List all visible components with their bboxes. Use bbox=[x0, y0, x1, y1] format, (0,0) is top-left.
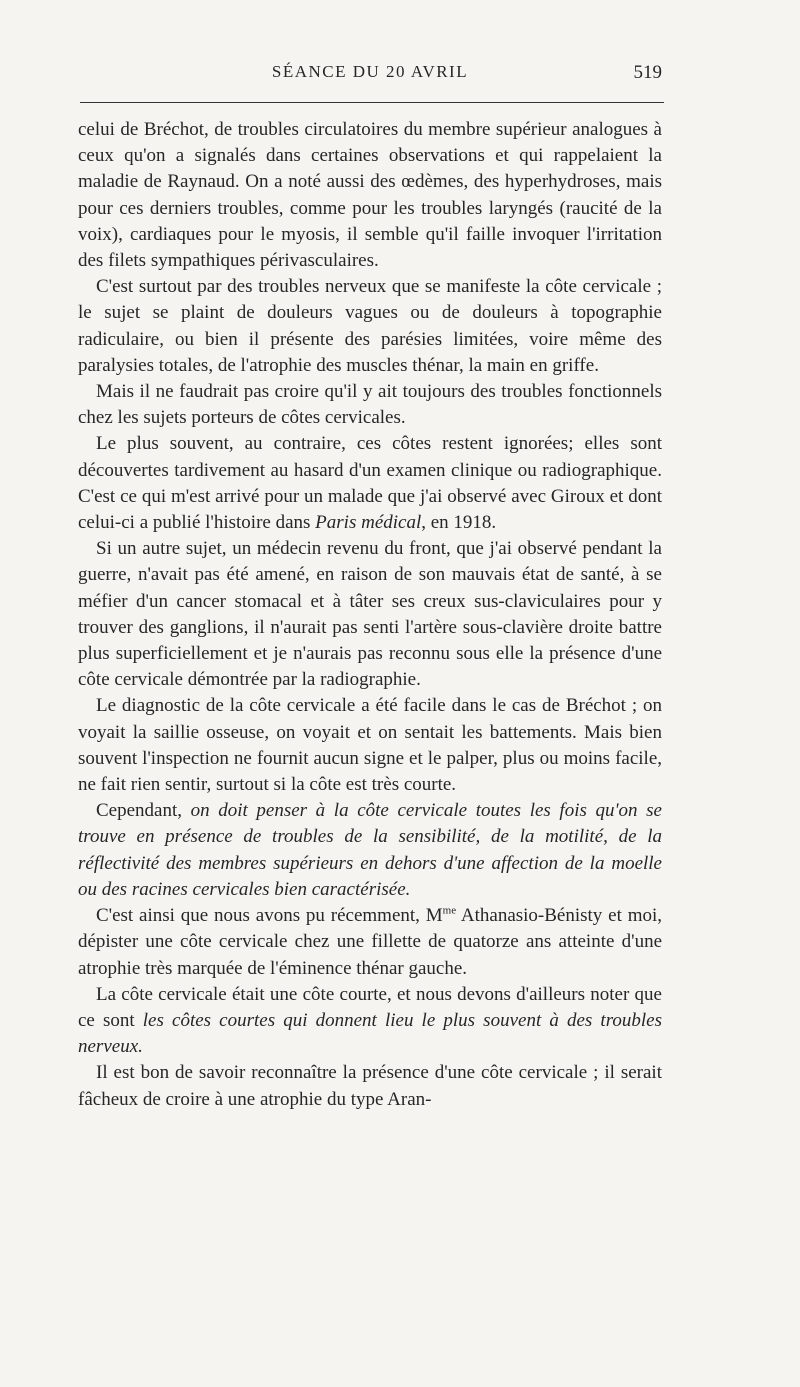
journal-title: Paris médical bbox=[315, 512, 422, 534]
header-rule bbox=[80, 102, 664, 103]
paragraph-text: Le plus souvent, au contraire, ces côtes restent ignorées; elles sont découvertes tardivement au hasard d'un examen clinique ou radiographique. C'est ce qui m'est arrivé pour un malade que j'ai observé avec Giroux et dont celui-ci a publié l'histoire dans bbox=[78, 433, 662, 534]
emphasized-text: les côtes courtes qui donnent lieu le plus souvent à des troubles nerveux. bbox=[78, 1009, 662, 1058]
header-title: SÉANCE DU 20 AVRIL bbox=[271, 62, 469, 81]
paragraph-text: , en 1918. bbox=[421, 512, 497, 534]
page-number: 519 bbox=[633, 62, 662, 83]
paragraph: celui de Bréchot, de troubles circulatoires du membre supérieur analogues à ceux qu'on a signalés dans certaines observations et qui rappelaient la maladie de Raynaud. On a noté aussi des œdèmes, des hyperhydroses, mais pour ces derniers troubles, comme pour les troubles laryngés (raucité de la voix), cardiaques pour le myosis, il semble qu'il faille invoquer l'irritation des filets sympathiques périvasculaires. bbox=[78, 119, 662, 272]
paragraph: Mais il ne faudrait pas croire qu'il y ait toujours des troubles fonctionnels chez les sujets porteurs de côtes cervicales. bbox=[78, 381, 662, 429]
paragraph bbox=[78, 798, 662, 903]
paragraph bbox=[78, 982, 662, 1061]
paragraph-text: La côte cervicale était une côte courte, et nous devons d'ailleurs noter que ce sont bbox=[78, 983, 662, 1031]
paragraph-text: C'est ainsi que nous avons pu récemment, M bbox=[96, 905, 443, 927]
paragraph: C'est surtout par des troubles nerveux que se manifeste la côte cervicale ; le sujet se plaint de douleurs vagues ou de douleurs à topographie radiculaire, ou bien il présente des parésies limitées, voire même des paralysies totales, de l'atrophie des muscles thénar, la main en griffe. bbox=[78, 276, 662, 376]
body-text bbox=[78, 117, 662, 1113]
paragraph bbox=[78, 431, 662, 536]
paragraph-text: Cependant, bbox=[96, 800, 191, 822]
paragraph: Il est bon de savoir reconnaître la présence d'une côte cervicale ; il serait fâcheux de croire à une atrophie du type Aran- bbox=[78, 1062, 662, 1110]
emphasized-text: on doit penser à la côte cervicale toutes les fois qu'on se trouve en présence de troubles de la sensibilité, de la motilité, de la réflectivité des membres supérieurs en dehors d'une affection de la moelle ou des racines cervicales bien caractérisée. bbox=[78, 800, 662, 900]
running-header bbox=[78, 62, 662, 86]
superscript: me bbox=[442, 904, 457, 917]
paragraph-text: Athanasio-Bénisty et moi, dépister une côte cervicale chez une fillette de quatorze ans atteinte d'une atrophie très marquée de l'éminence thénar gauche. bbox=[78, 905, 662, 979]
paragraph: Le diagnostic de la côte cervicale a été facile dans le cas de Bréchot ; on voyait la saillie osseuse, on voyait et on sentait les battements. Mais bien souvent l'inspection ne fournit aucun signe et le palper, plus ou moins facile, ne fait rien sentir, surtout si la côte est très courte. bbox=[78, 695, 662, 796]
paragraph: Si un autre sujet, un médecin revenu du front, que j'ai observé pendant la guerre, n'avait pas été amené, en raison de son mauvais état de santé, à se méfier d'un cancer stomacal et à tâter ses creux sus-claviculaires pour y trouver des ganglions, il n'aurait pas senti l'artère sous-clavière droite battre plus superficiellement et je n'aurais pas reconnu sous elle la présence d'une côte cervicale démontrée par la radiographie. bbox=[78, 538, 662, 691]
paragraph bbox=[78, 903, 662, 982]
